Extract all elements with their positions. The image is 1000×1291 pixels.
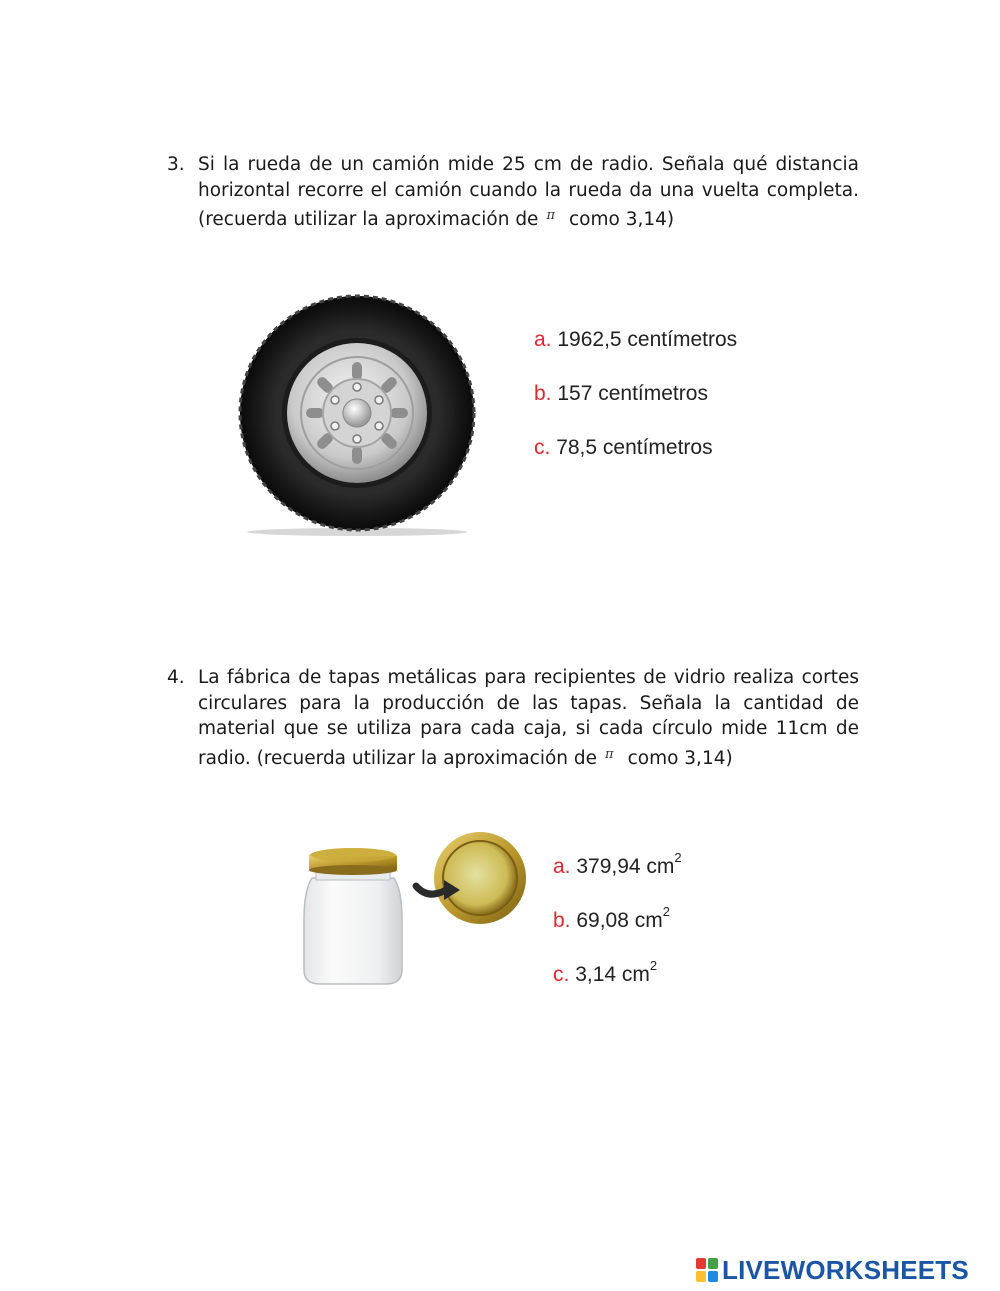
pi-symbol: π: [605, 746, 614, 762]
question-text-main: Si la rueda de un camión mide 25 cm de radio. Señala qué distancia horizontal recorre el camión cuando la rueda da una vuelta completa. (recuerda utilizar la aproximación de: [198, 154, 859, 230]
option-exponent: 2: [649, 958, 658, 973]
option-c[interactable]: [534, 436, 713, 460]
question-3: [167, 152, 859, 233]
question-number: 4.: [167, 667, 185, 688]
liveworksheets-logo[interactable]: [696, 1256, 969, 1284]
option-value: 379,94 cm: [576, 855, 675, 878]
option-letter: a.: [534, 328, 552, 351]
brand-name: LIVEWORKSHEETS: [722, 1254, 969, 1285]
option-value: 3,14 cm: [575, 963, 650, 986]
option-a[interactable]: [534, 328, 737, 352]
option-value: 78,5 centímetros: [556, 436, 713, 459]
option-value: 1962,5 centímetros: [557, 328, 738, 351]
option-letter: b.: [534, 382, 552, 405]
option-value: 69,08 cm: [576, 909, 663, 932]
option-value: 157 centímetros: [557, 382, 708, 405]
option-a[interactable]: [553, 850, 682, 879]
glass-jar-and-lid-image: [298, 820, 550, 998]
option-letter: b.: [553, 909, 571, 932]
question-text-end: como 3,14): [627, 747, 733, 769]
truck-wheel-image: [232, 290, 482, 540]
option-exponent: 2: [662, 904, 670, 919]
pi-symbol: π: [546, 208, 555, 223]
question-text: [198, 152, 859, 233]
question-text: [198, 665, 859, 771]
question-number: 3.: [167, 154, 185, 175]
option-b[interactable]: [534, 382, 708, 406]
question-4: [167, 665, 859, 771]
option-letter: c.: [534, 436, 551, 459]
question-text-main: La fábrica de tapas metálicas para recipientes de vidrio realiza cortes circulares para la producción de las tapas. Señala la cantidad de material que se utiliza para cada caja, si cada círculo mide 11cm de radio. (recuerda utilizar la aproximación de: [198, 667, 859, 769]
option-letter: a.: [553, 855, 571, 878]
option-exponent: 2: [674, 850, 682, 865]
option-c[interactable]: [553, 958, 657, 987]
option-b[interactable]: [553, 904, 670, 933]
question-text-end: como 3,14): [569, 209, 675, 230]
option-letter: c.: [553, 963, 570, 986]
liveworksheets-logo-icon: [696, 1258, 718, 1282]
